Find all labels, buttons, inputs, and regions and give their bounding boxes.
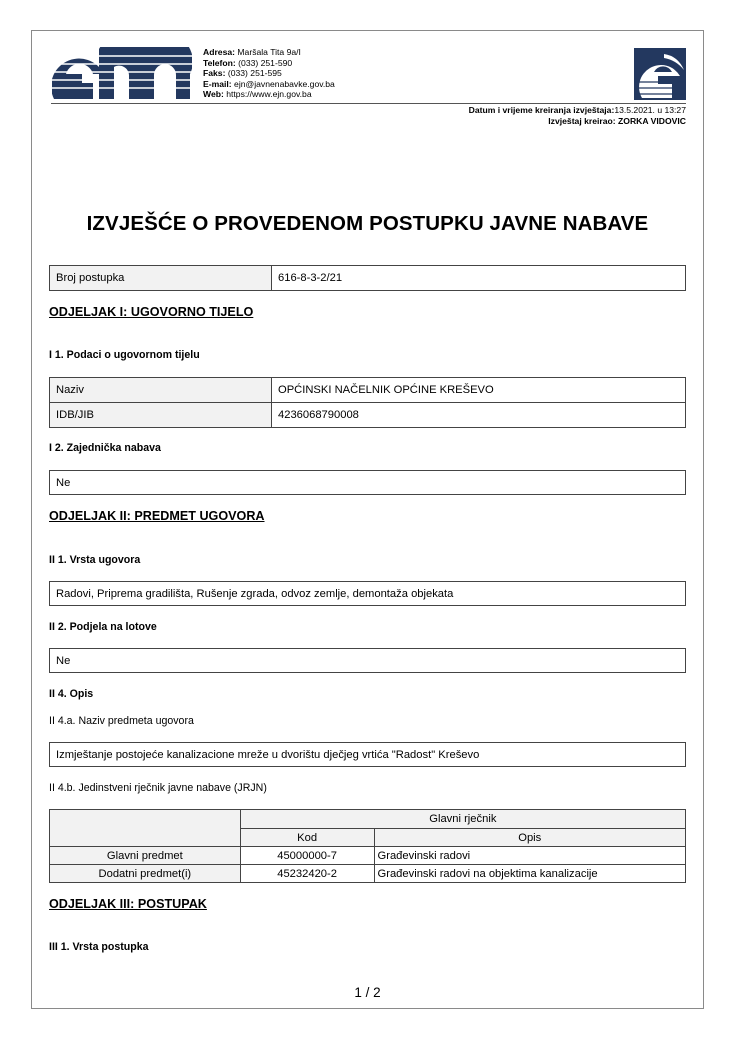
jrjn-code-header: Kod: [240, 829, 374, 847]
section-1-2-heading: I 2. Zajednička nabava: [49, 442, 161, 454]
idb-value: 4236068790008: [272, 403, 686, 428]
contract-type-value: Radovi, Priprema gradilišta, Rušenje zgrada, odvoz zemlje, demontaža objekata: [49, 581, 686, 606]
jrjn-row-desc: Građevinski radovi: [374, 847, 685, 865]
joint-procurement-value: Ne: [49, 470, 686, 495]
jrjn-row-label: Glavni predmet: [50, 847, 241, 865]
table-header-row: [50, 810, 686, 829]
section-2-1-heading: II 1. Vrsta ugovora: [49, 554, 141, 566]
ejn-square-logo: [634, 48, 686, 100]
table-row: [50, 847, 686, 865]
contact-address: Adresa: Maršala Tita 9a/I: [203, 47, 301, 57]
table-row: [50, 403, 686, 428]
contact-email: E-mail: ejn@javnenabavke.gov.ba: [203, 78, 335, 89]
contract-subject-value: Izmještanje postojeće kanalizacione mreže u dvorištu dječjeg vrtića "Radost" Kreševo: [49, 742, 686, 767]
created-line: Datum i vrijeme kreiranja izvještaja:13.5.2021. u 13:27: [468, 105, 686, 115]
procedure-table: [49, 265, 686, 291]
section-3-heading: ODJELJAK III: POSTUPAK: [49, 897, 207, 911]
procedure-value: 616-8-3-2/21: [272, 266, 686, 291]
jrjn-empty-corner: [50, 810, 241, 847]
section-2-4-heading: II 4. Opis: [49, 688, 94, 700]
section-2-4a-heading: II 4.a. Naziv predmeta ugovora: [49, 715, 194, 727]
report-meta: [469, 105, 686, 126]
jrjn-row-desc: Građevinski radovi na objektima kanalizacije: [374, 865, 685, 883]
header-divider: [51, 103, 686, 104]
contact-web: Web: https://www.ejn.gov.ba: [203, 89, 312, 100]
section-3-1-heading: III 1. Vrsta postupka: [49, 941, 149, 953]
section-2-2-heading: II 2. Podjela na lotove: [49, 621, 157, 633]
jrjn-row-code: 45000000-7: [240, 847, 374, 865]
lots-value: Ne: [49, 648, 686, 673]
jrjn-row-code: 45232420-2: [240, 865, 374, 883]
name-value: OPĆINSKI NAČELNIK OPĆINE KREŠEVO: [272, 378, 686, 403]
table-row: [50, 865, 686, 883]
contact-phone: Telefon: (033) 251-590: [203, 57, 293, 68]
contact-block: [203, 47, 335, 100]
jrjn-table: [49, 809, 686, 883]
contact-fax: Faks: (033) 251-595: [203, 68, 282, 79]
idb-label: IDB/JIB: [50, 403, 272, 428]
table-row: [50, 378, 686, 403]
section-1-1-heading: I 1. Podaci o ugovornom tijelu: [49, 349, 200, 361]
table-row: [50, 266, 686, 291]
contracting-body-table: [49, 377, 686, 428]
ejn-logo: [52, 47, 192, 102]
section-2-4b-heading: II 4.b. Jedinstveni rječnik javne nabave (JRJN): [49, 782, 267, 794]
name-label: Naziv: [50, 378, 272, 403]
document-title: IZVJEŠĆE O PROVEDENOM POSTUPKU JAVNE NABAVE: [86, 212, 649, 235]
jrjn-desc-header: Opis: [374, 829, 685, 847]
jrjn-group-header: Glavni rječnik: [240, 810, 685, 829]
section-2-heading: ODJELJAK II: PREDMET UGOVORA: [49, 509, 265, 523]
section-1-heading: ODJELJAK I: UGOVORNO TIJELO: [49, 305, 254, 319]
author-line: Izvještaj kreirao: ZORKA VIDOVIC: [548, 115, 686, 126]
jrjn-row-label: Dodatni predmet(i): [50, 865, 241, 883]
procedure-label: Broj postupka: [50, 266, 272, 291]
page-number: 1 / 2: [354, 985, 381, 1000]
